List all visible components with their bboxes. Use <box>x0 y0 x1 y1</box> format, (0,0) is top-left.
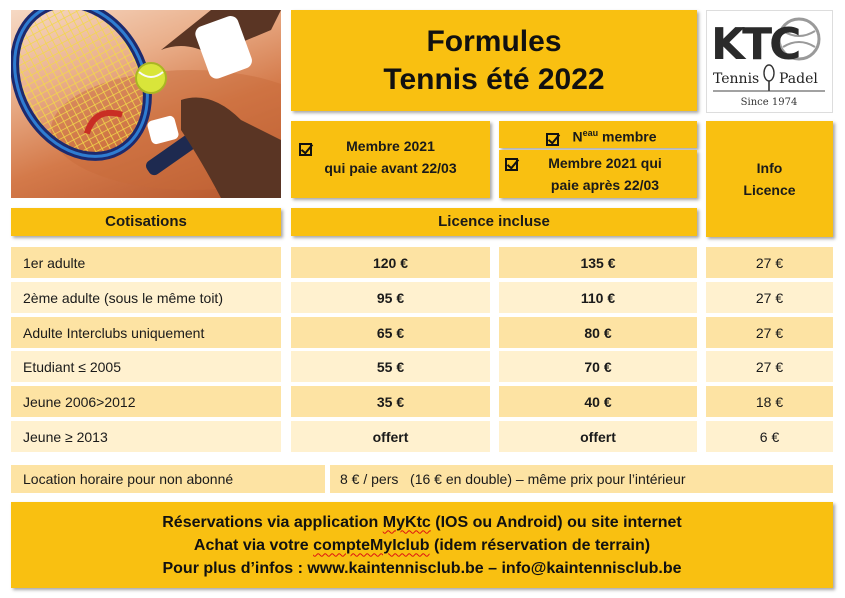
late-header-line2: paie après 22/03 <box>550 177 660 193</box>
cotisations-header: Cotisations <box>11 208 281 236</box>
account-name: compteMyIclub <box>313 536 430 554</box>
row-member-price: 95 € <box>291 282 490 313</box>
title-line1: Formules <box>426 24 562 58</box>
late-member-header <box>499 150 697 198</box>
row-info-licence: 27 € <box>706 247 833 278</box>
footer-line1-a: Réservations via application <box>162 513 383 531</box>
new-member-prefix: N <box>572 128 583 145</box>
footer-line1-c: (IOS ou Android) ou site internet <box>430 513 682 531</box>
member-header-line1: Membre 2021 <box>346 138 435 154</box>
member-header-line2: qui paie avant 22/03 <box>324 160 457 176</box>
row-info-licence: 18 € <box>706 386 833 417</box>
row-info-licence: 27 € <box>706 282 833 313</box>
new-member-sup: eau <box>582 127 599 138</box>
title-line2: Tennis été 2022 <box>383 62 605 96</box>
logo-letters: KTC <box>711 19 799 70</box>
row-late-price: 80 € <box>499 317 697 348</box>
row-label: Adulte Interclubs uniquement <box>11 317 281 348</box>
checkbox-icon <box>546 133 559 146</box>
new-member-suffix: membre <box>598 128 657 145</box>
row-label: Jeune 2006>2012 <box>11 386 281 417</box>
rental-value: 8 € / pers (16 € en double) – même prix pour l’intérieur <box>330 465 833 493</box>
late-header-line1: Membre 2021 qui <box>548 155 662 171</box>
row-info-licence: 27 € <box>706 351 833 382</box>
footer-line1 <box>162 511 682 534</box>
app-name: MyKtc <box>382 513 431 531</box>
row-late-price: 110 € <box>499 282 697 313</box>
info-licence-header <box>706 121 833 237</box>
logo-since: Since 1974 <box>740 97 798 108</box>
logo-sport2: Padel <box>779 71 818 87</box>
tennis-photo <box>11 10 281 198</box>
new-member-header <box>499 121 697 148</box>
footer-line2-c: (idem réservation de terrain) <box>429 536 651 554</box>
row-late-price: 40 € <box>499 386 697 417</box>
row-member-price: 55 € <box>291 351 490 382</box>
row-member-price: 65 € <box>291 317 490 348</box>
footer-line2-a: Achat via votre <box>193 536 314 554</box>
row-late-price: 70 € <box>499 351 697 382</box>
info-header-line1: Info <box>756 160 783 176</box>
row-label: 2ème adulte (sous le même toit) <box>11 282 281 313</box>
tennis-racket-icon <box>11 10 281 198</box>
row-label: 1er adulte <box>11 247 281 278</box>
rental-label: Location horaire pour non abonné <box>11 465 325 493</box>
row-info-licence: 6 € <box>706 421 833 452</box>
row-member-price: 120 € <box>291 247 490 278</box>
row-info-licence: 27 € <box>706 317 833 348</box>
row-label: Jeune ≥ 2013 <box>11 421 281 452</box>
title-box <box>291 10 697 111</box>
footer-line2 <box>194 534 650 557</box>
row-late-price: 135 € <box>499 247 697 278</box>
member-2021-header <box>291 121 490 198</box>
row-member-price: offert <box>291 421 490 452</box>
row-late-price: offert <box>499 421 697 452</box>
footer-line3: Pour plus d’infos : www.kaintennisclub.be – info@kaintennisclub.be <box>162 559 682 577</box>
footer-box <box>11 502 833 588</box>
licence-header: Licence incluse <box>291 208 697 236</box>
ktc-logo <box>706 10 833 113</box>
row-member-price: 35 € <box>291 386 490 417</box>
row-label: Etudiant ≤ 2005 <box>11 351 281 382</box>
info-header-line2: Licence <box>743 182 796 198</box>
logo-sport1: Tennis <box>713 71 760 87</box>
